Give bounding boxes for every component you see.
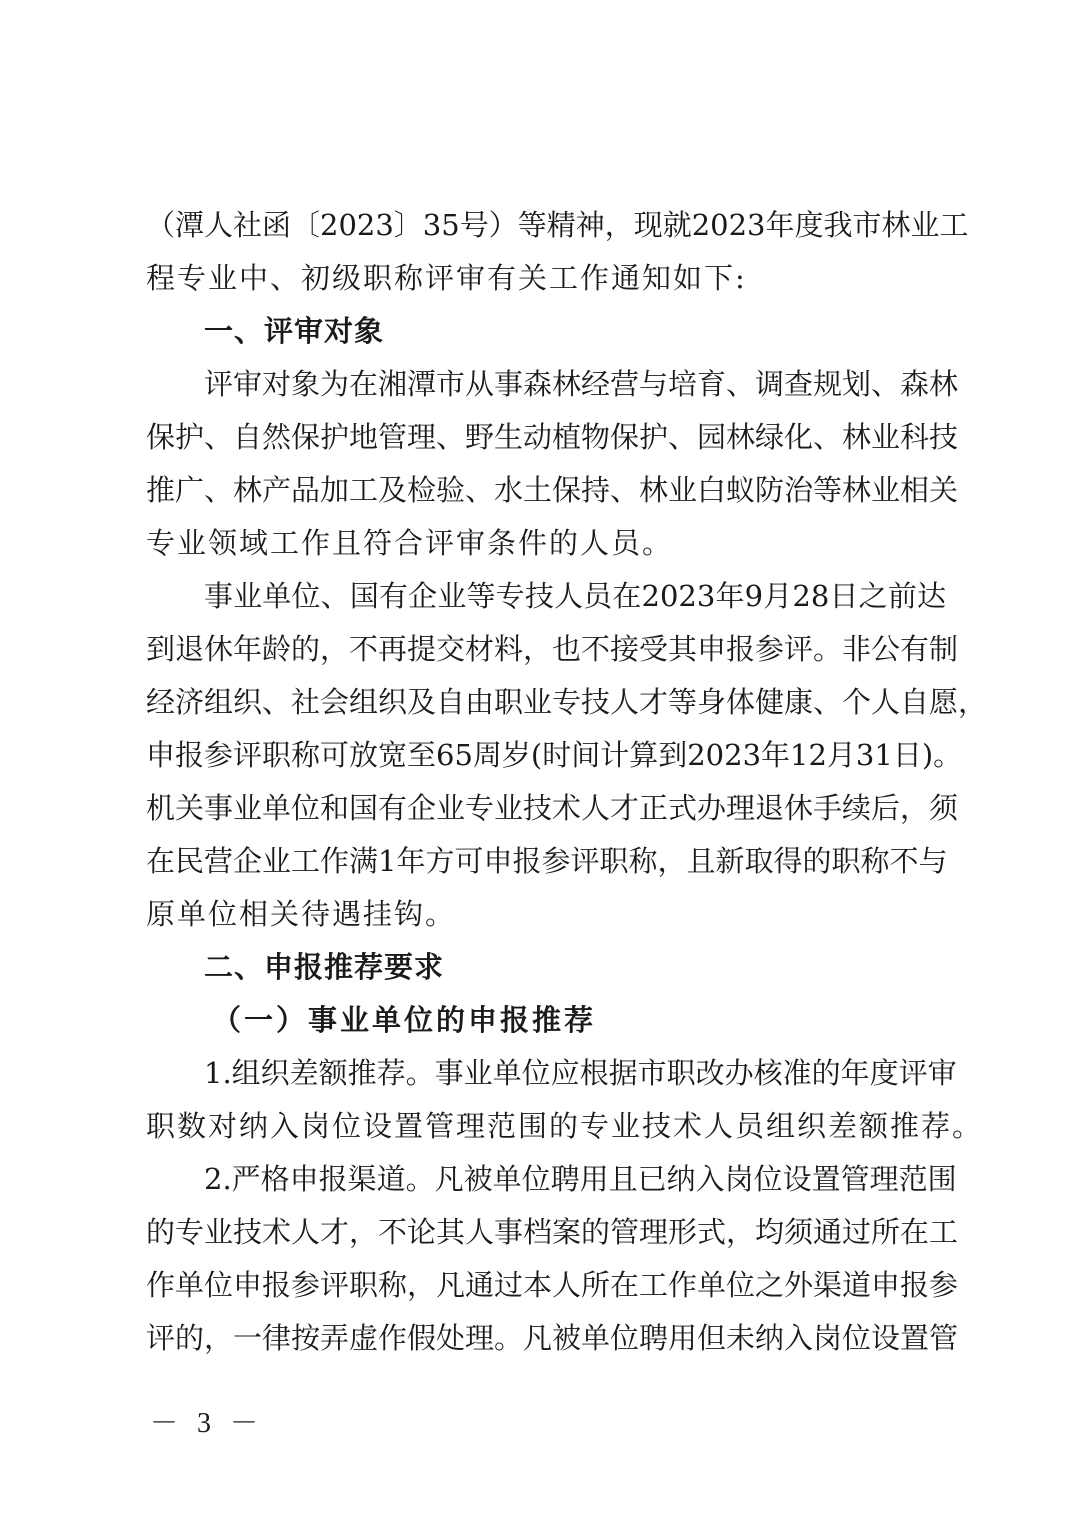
body-line: 在民营企业工作满1年方可申报参评职称，且新取得的职称不与: [146, 844, 948, 878]
body-line: 程专业中、初级职称评审有关工作通知如下:: [146, 261, 747, 295]
body-line: 的专业技术人才，不论其人事档案的管理形式，均须通过所在工: [146, 1215, 959, 1249]
subsection-heading: （一）事业单位的申报推荐: [212, 1003, 597, 1037]
body-line: 事业单位、国有企业等专技人员在2023年9月28日之前达: [204, 579, 946, 613]
body-line: 到退休年龄的，不再提交材料，也不接受其申报参评。非公有制: [146, 632, 959, 666]
section-heading-2: 二、申报推荐要求: [204, 950, 445, 984]
body-line: 评审对象为在湘潭市从事森林经营与培育、调查规划、森林: [204, 367, 959, 401]
body-line: 机关事业单位和国有企业专业技术人才正式办理退休手续后，须: [146, 791, 959, 825]
body-line: 专业领域工作且符合评审条件的人员。: [146, 526, 674, 560]
body-line: 申报参评职称可放宽至65周岁(时间计算到2023年12月31日)。: [146, 738, 963, 772]
body-line: 职数对纳入岗位设置管理范围的专业技术人员组织差额推荐。: [146, 1109, 984, 1143]
body-line: 1.组织差额推荐。事业单位应根据市职改办核准的年度评审: [204, 1056, 957, 1090]
page-number: － 3 －: [150, 1408, 265, 1439]
body-line: 保护、自然保护地管理、野生动植物保护、园林绿化、林业科技: [146, 420, 959, 454]
body-line: 2.严格申报渠道。凡被单位聘用且已纳入岗位设置管理范围: [204, 1162, 957, 1196]
section-heading-1: 一、评审对象: [204, 314, 385, 348]
body-line: 作单位申报参评职称，凡通过本人所在工作单位之外渠道申报参: [146, 1268, 959, 1302]
body-line: （潭人社函〔2023〕35号）等精神，现就2023年度我市林业工: [146, 208, 969, 242]
body-line: 评的，一律按弄虚作假处理。凡被单位聘用但未纳入岗位设置管: [146, 1321, 959, 1355]
body-line: 推广、林产品加工及检验、水土保持、林业白蚁防治等林业相关: [146, 473, 959, 507]
body-line: 原单位相关待遇挂钩。: [146, 897, 457, 931]
body-line: 经济组织、社会组织及自由职业专技人才等身体健康、个人自愿，: [146, 685, 988, 719]
